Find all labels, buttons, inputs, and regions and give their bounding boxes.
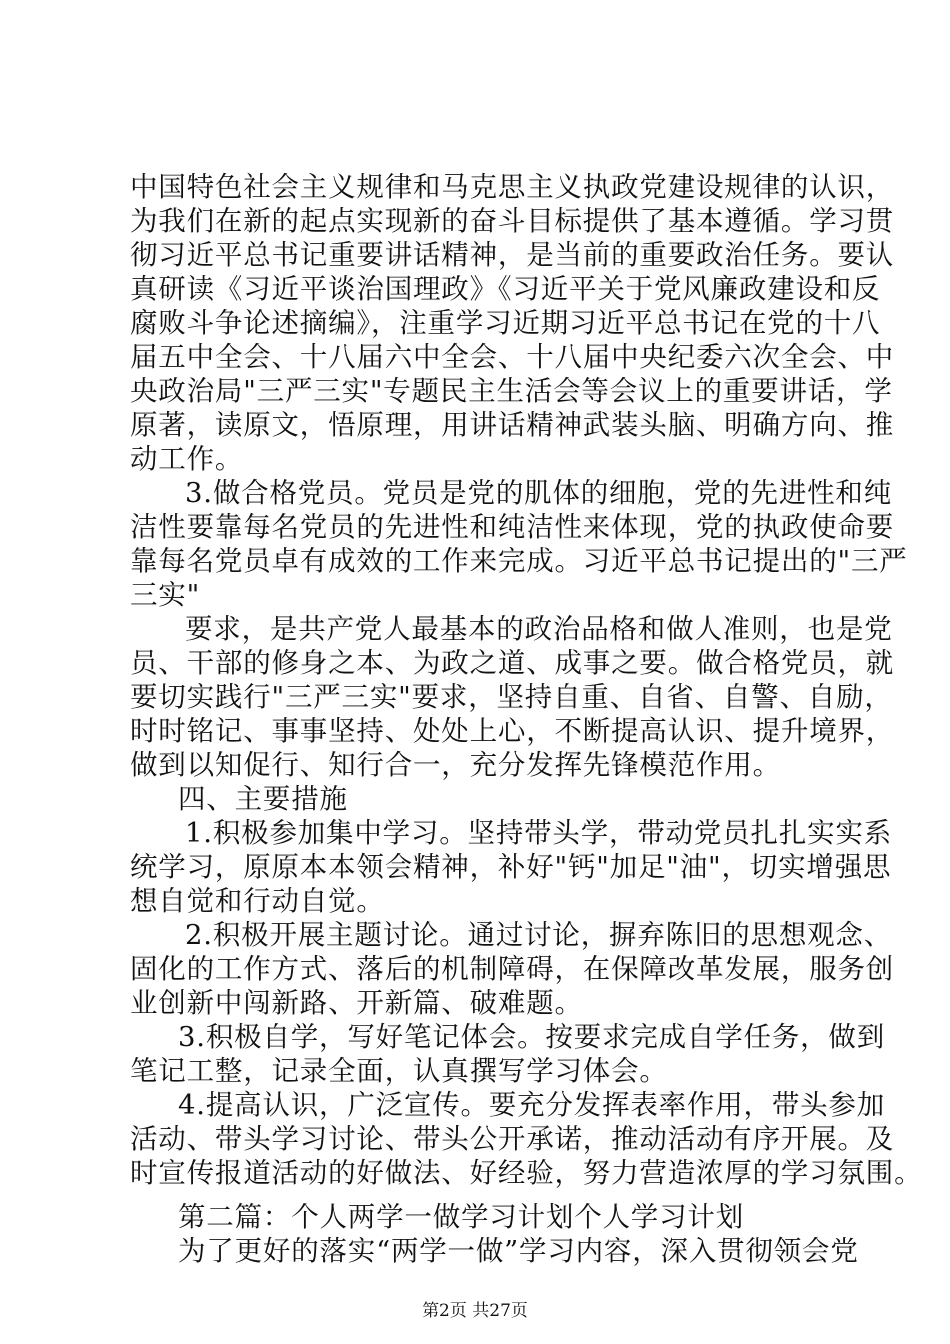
text-line: 真研读《习近平谈治国理政》《习近平关于党风廉政建设和反 xyxy=(130,273,881,305)
text-line: 要求，是共产党人最基本的政治品格和做人准则，也是党 xyxy=(185,613,893,645)
text-line: 中国特色社会主义规律和马克思主义执政党建设规律的认识， xyxy=(130,171,895,203)
text-line: 洁性要靠每名党员的先进性和纯洁性来体现，党的执政使命要 xyxy=(130,511,895,543)
text-line: 做到以知促行、知行合一，充分发挥先锋模范作用。 xyxy=(130,749,781,781)
text-line: 为了更好的落实“两学一做”学习内容，深入贯彻领会党 xyxy=(178,1235,859,1267)
text-line: 想自觉和行动自觉。 xyxy=(130,885,385,917)
section-heading: 四、主要措施 xyxy=(178,783,348,815)
text-line: 员、干部的修身之本、为政之道、成事之要。做合格党员，就 xyxy=(130,647,895,679)
text-line: 1.积极参加集中学习。坚持带头学，带动党员扎扎实实系 xyxy=(185,817,893,849)
text-line: 三实" xyxy=(130,579,201,611)
text-line: 原著，读原文，悟原理，用讲话精神武装头脑、明确方向、推 xyxy=(130,409,895,441)
text-line: 时时铭记、事事坚持、处处上心，不断提高认识、提升境界， xyxy=(130,715,895,747)
text-line: 腐败斗争论述摘编》，注重学习近期习近平总书记在党的十八 xyxy=(130,307,881,339)
text-line: 2.积极开展主题讨论。通过讨论，摒弃陈旧的思想观念、 xyxy=(185,919,893,951)
text-line: 活动、带头学习讨论、带头公开承诺，推动活动有序开展。及 xyxy=(130,1123,895,1155)
text-line: 动工作。 xyxy=(130,443,244,475)
page-number: 第2页 共27页 xyxy=(422,1301,528,1321)
text-line: 固化的工作方式、落后的机制障碍，在保障改革发展，服务创 xyxy=(130,953,895,985)
text-line: 4.提高认识，广泛宣传。要充分发挥表率作用，带头参加 xyxy=(178,1089,886,1121)
text-line: 彻习近平总书记重要讲话精神，是当前的重要政治任务。要认 xyxy=(130,239,895,271)
text-line: 为我们在新的起点实现新的奋斗目标提供了基本遵循。学习贯 xyxy=(130,205,895,237)
text-line: 央政治局"三严三实"专题民主生活会等会议上的重要讲话，学 xyxy=(130,375,893,407)
text-line: 统学习，原原本本领会精神，补好"钙"加足"油"，切实增强思 xyxy=(130,851,892,883)
text-line: 靠每名党员卓有成效的工作来完成。习近平总书记提出的"三严 xyxy=(130,545,908,577)
chapter-heading: 第二篇：个人两学一做学习计划个人学习计划 xyxy=(178,1201,744,1233)
text-line: 业创新中闯新路、开新篇、破难题。 xyxy=(130,987,583,1019)
text-line: 要切实践行"三严三实"要求，坚持自重、自省、自警、自励， xyxy=(130,681,893,713)
text-line: 3.积极自学，写好笔记体会。按要求完成自学任务，做到 xyxy=(178,1021,886,1053)
text-line: 届五中全会、十八届六中全会、十八届中央纪委六次全会、中 xyxy=(130,341,895,373)
text-line: 3.做合格党员。党员是党的肌体的细胞，党的先进性和纯 xyxy=(185,477,893,509)
text-line: 时宣传报道活动的好做法、好经验，努力营造浓厚的学习氛围。 xyxy=(130,1157,923,1189)
text-line: 笔记工整，记录全面，认真撰写学习体会。 xyxy=(130,1055,668,1087)
